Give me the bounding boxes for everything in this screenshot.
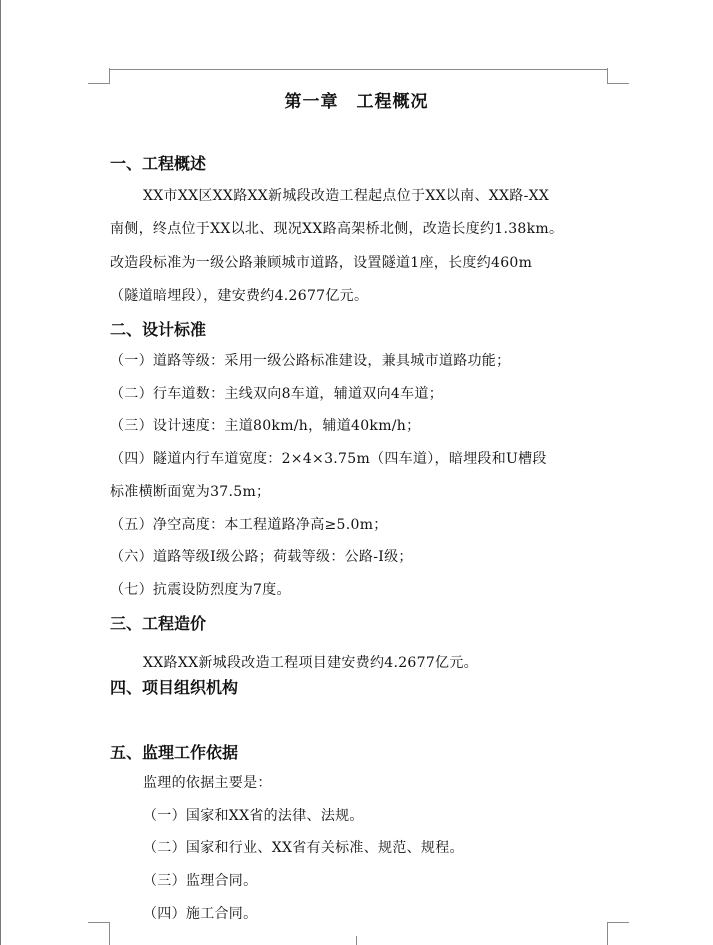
crop-mark-top-right-v [607, 68, 608, 84]
page-title [0, 87, 713, 112]
crop-mark-bottom-left-h [88, 922, 110, 923]
crop-mark-top-right-h [607, 83, 629, 84]
basis-item-2: （二）国家和行业、XX省有关标准、规范、规程。 [143, 840, 464, 856]
standard-item-7: （七）抗震设防烈度为7度。 [110, 582, 291, 598]
chapter-number: 第一章 [284, 92, 339, 112]
section-heading-design-standards: 二、设计标准 [110, 320, 207, 339]
cost-line-1: XX路XX新城段改造工程项目建安费约4.2677亿元。 [143, 655, 478, 671]
standard-item-3: （三）设计速度：主道80km/h，辅道40km/h； [110, 418, 421, 434]
crop-mark-bottom-right-h [607, 922, 629, 923]
header-rule [109, 69, 607, 70]
basis-item-4: （四）施工合同。 [143, 906, 258, 922]
section-heading-organization: 四、项目组织机构 [110, 678, 239, 697]
page-center-mark [356, 936, 357, 945]
standard-item-1: （一）道路等级：采用一级公路标准建设，兼具城市道路功能； [110, 353, 511, 369]
chapter-name: 工程概况 [356, 92, 429, 112]
page-left-edge [0, 0, 1, 945]
crop-mark-top-left-v [109, 68, 110, 84]
overview-line-3: 改造段标准为一级公路兼顾城市道路，设置隧道1座，长度约460m [110, 255, 533, 271]
crop-mark-bottom-right-v [607, 922, 608, 945]
overview-line-4: （隧道暗埋段），建安费约4.2677亿元。 [110, 288, 369, 304]
overview-line-1: XX市XX区XX路XX新城段改造工程起点位于XX以南、XX路-XX [143, 188, 550, 204]
standard-item-4-cont: 标准横断面宽为37.5m； [110, 484, 271, 500]
basis-intro: 监理的依据主要是： [143, 775, 272, 791]
section-heading-overview: 一、工程概述 [110, 154, 207, 173]
standard-item-5: （五）净空高度：本工程道路净高≥5.0m； [110, 517, 388, 533]
overview-line-2: 南侧，终点位于XX以北、现况XX路高架桥北侧，改造长度约1.38km。 [110, 221, 564, 237]
section-heading-cost: 三、工程造价 [110, 614, 207, 633]
crop-mark-top-left-h [88, 83, 110, 84]
basis-item-3: （三）监理合同。 [143, 873, 258, 889]
section-heading-basis: 五、监理工作依据 [110, 743, 239, 762]
standard-item-6: （六）道路等级Ⅰ级公路；荷载等级：公路-Ⅰ级； [110, 549, 413, 565]
crop-mark-bottom-left-v [109, 922, 110, 945]
standard-item-2: （二）行车道数：主线双向8车道，辅道双向4车道； [110, 386, 444, 402]
standard-item-4: （四）隧道内行车道宽度：2×4×3.75m（四车道），暗埋段和U槽段 [110, 451, 547, 467]
basis-item-1: （一）国家和XX省的法律、法规。 [143, 808, 364, 824]
